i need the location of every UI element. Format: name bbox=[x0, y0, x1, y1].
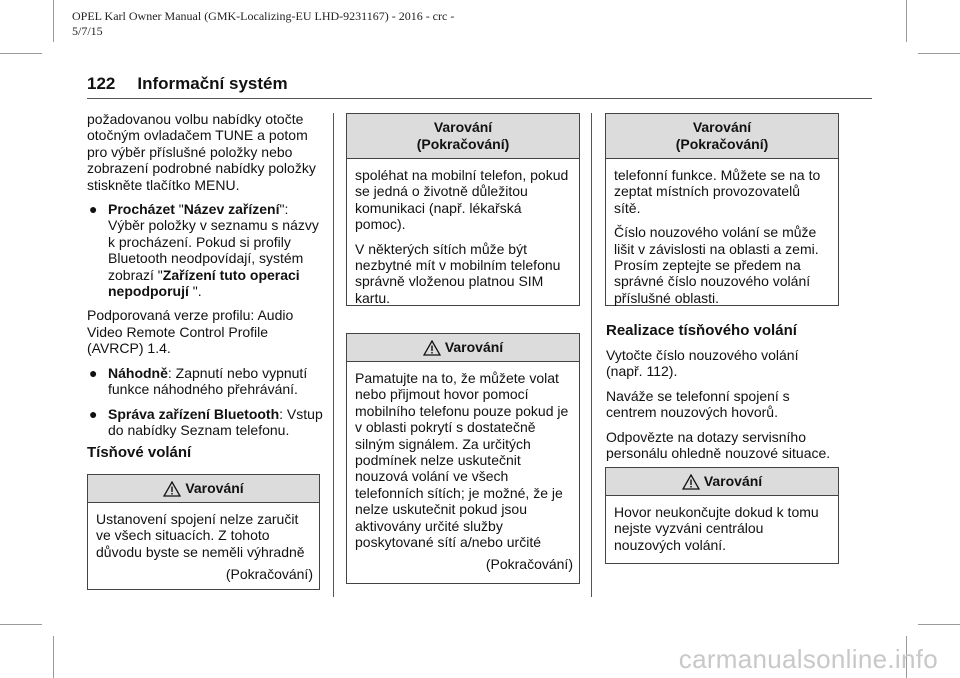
crop-mark bbox=[53, 636, 54, 678]
column-divider bbox=[591, 113, 592, 597]
page-number: 122 bbox=[87, 74, 116, 93]
document-header bbox=[72, 9, 592, 39]
warning-triangle-icon bbox=[682, 474, 700, 490]
crop-mark bbox=[918, 624, 960, 625]
warning-title: Varování bbox=[703, 473, 763, 489]
warning-paragraph: spoléhat na mobilní telefon, pokud se jedná o životně důležitou komunikaci (např. lékařská pomoc). bbox=[355, 167, 569, 233]
quote: ": bbox=[279, 201, 289, 218]
warning-title: Varování bbox=[433, 119, 493, 135]
warning-box bbox=[346, 113, 580, 306]
paragraph: Vytočte číslo nouzového volání (např. 112). bbox=[606, 347, 799, 380]
warning-body: Pamatujte na to, že můžete volat nebo přijmout hovor pomocí mobilního telefonu pouze pokud je v oblasti pokrytí s dostatečně silným signálem. Za určitých podmínek nelze uskutečnit nouzová volání ve všech telefonních sítích; je možné, že je nelze uskutečnit pokud jsou aktivovány určité služby poskytované sítí a/nebo určité bbox=[355, 370, 569, 551]
warning-box bbox=[87, 474, 320, 590]
bullet-icon: ● bbox=[89, 405, 98, 422]
paragraph: Naváže se telefonní spojení s centrem nouzových hovorů. bbox=[606, 387, 790, 421]
crop-mark bbox=[53, 0, 54, 42]
column-3-text bbox=[606, 347, 838, 469]
chapter-title: Informační systém bbox=[137, 74, 288, 93]
warning-box bbox=[605, 113, 839, 306]
sub-paragraph: Podporovaná verze profilu: Audio Video Remote Control Profile (AVRCP) 1.4. bbox=[87, 307, 294, 357]
warning-header bbox=[347, 114, 579, 159]
crop-mark bbox=[918, 53, 960, 54]
term: Správa zařízení Bluetooth bbox=[108, 405, 280, 422]
watermark: carmanualsonline.info bbox=[678, 644, 938, 674]
warning-triangle-icon bbox=[163, 481, 181, 497]
warning-header bbox=[606, 468, 838, 496]
page-title bbox=[87, 74, 288, 94]
continued-label: (Pokračování) bbox=[485, 556, 573, 573]
warning-subtitle: (Pokračování) bbox=[416, 136, 510, 152]
warning-body: Hovor neukončujte dokud k tomu nejste vyzváni centrálou nouzových volání. bbox=[614, 504, 819, 553]
quoted-term: Zařízení tuto operaci nepodporují bbox=[108, 266, 300, 300]
crop-mark bbox=[0, 53, 42, 54]
warning-title: Varování bbox=[444, 339, 504, 355]
term: Procházet bbox=[108, 201, 175, 218]
item-text: : Vstup do nabídky Seznam telefonu. bbox=[108, 405, 323, 438]
warning-body: Ustanovení spojení nelze zaručit ve všech situacích. Z tohoto důvodu byste se neměli výhradně bbox=[96, 511, 305, 560]
header-line1: OPEL Karl Owner Manual (GMK-Localizing-EU LHD-9231167) - 2016 - crc - bbox=[72, 9, 455, 23]
item-text: ". bbox=[188, 283, 202, 300]
list-item bbox=[87, 365, 323, 398]
term: Náhodně bbox=[108, 364, 168, 381]
warning-paragraph: V některých sítích může být nezbytné mít v mobilním telefonu správně vloženou platnou SIM kartu. bbox=[355, 240, 561, 306]
crop-mark bbox=[0, 624, 42, 625]
warning-triangle-icon bbox=[423, 340, 441, 356]
warning-subtitle: (Pokračování) bbox=[675, 136, 769, 152]
section-heading: Tísňové volání bbox=[87, 444, 192, 461]
title-rule bbox=[87, 98, 872, 99]
warning-paragraph: Číslo nouzového volání se může lišit v závislosti na oblasti a zemi. Prosím zeptejte se předem na správné číslo nouzového volání příslušné oblasti. bbox=[614, 224, 819, 306]
item-text: Výběr položky v seznamu s názvy k procházení. Pokud si profily Bluetooth neodpovídají, systém zobrazí " bbox=[108, 217, 319, 283]
warning-title: Varování bbox=[185, 480, 244, 496]
warning-body bbox=[347, 159, 579, 320]
intro-paragraph: požadovanou volbu nabídky otočte otočným ovladačem TUNE a potom pro výběr příslušné položky nebo zobrazení podrobné nabídky položky stiskněte tlačítko MENU. bbox=[87, 111, 316, 193]
continued-label: (Pokračování) bbox=[225, 566, 313, 583]
item-text: : Zapnutí nebo vypnutí funkce náhodného přehrávání. bbox=[108, 364, 308, 398]
bullet-icon: ● bbox=[89, 201, 98, 218]
list-item bbox=[87, 201, 323, 299]
quote: " bbox=[174, 201, 184, 218]
warning-box bbox=[346, 333, 580, 584]
warning-header bbox=[606, 114, 838, 159]
warning-paragraph: telefonní funkce. Můžete se na to zeptat místních provozovatelů sítě. bbox=[614, 167, 821, 216]
warning-header bbox=[88, 475, 319, 503]
warning-box bbox=[605, 467, 839, 564]
quoted-term: Název zařízení bbox=[183, 201, 280, 218]
paragraph: Odpovězte na dotazy servisního personálu ohledně nouzové situace. bbox=[606, 428, 831, 462]
section-heading: Realizace tísňového volání bbox=[606, 322, 797, 339]
column-divider bbox=[333, 113, 334, 597]
list-item bbox=[87, 406, 323, 439]
header-line2: 5/7/15 bbox=[72, 24, 103, 38]
column-1 bbox=[87, 111, 323, 446]
warning-body bbox=[606, 159, 838, 320]
bullet-icon: ● bbox=[89, 364, 98, 381]
warning-title: Varování bbox=[692, 119, 752, 135]
warning-header bbox=[347, 334, 579, 362]
crop-mark bbox=[906, 0, 907, 42]
